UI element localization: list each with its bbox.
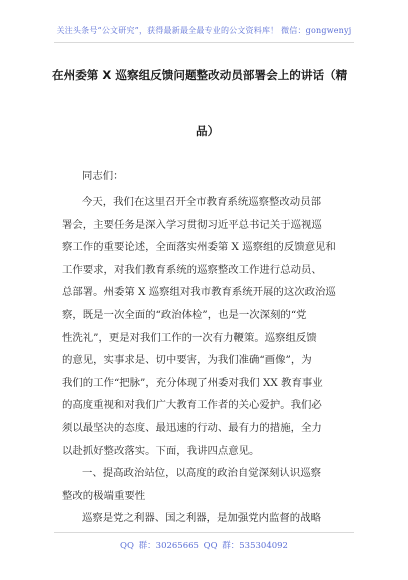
body-line: 察，既是一次全面的“政治体检”，也是一次深刻的“党 [62, 308, 307, 321]
footer-note: QQ 群：30265665 QQ 群：535304092 [120, 541, 288, 551]
body-text [62, 191, 352, 530]
body-line: 巡察是党之利器、国之利器，是加强党内监督的战略 [82, 512, 321, 525]
body-line: 性洗礼”，更是对我们工作的一次有力鞭策。巡察组反馈 [62, 331, 317, 344]
body-line: 以赴抓好整改落实。下面，我讲四点意见。 [62, 444, 260, 457]
footer-divider [54, 532, 354, 533]
section-heading-line: 一、提高政治站位，以高度的政治自觉深刻认识巡察 [82, 467, 321, 480]
header-divider [54, 42, 354, 43]
header-note: 关注头条号“公文研究”，获得最新最全最专业的公文资料库！ 微信：gongwenyj [56, 26, 352, 35]
document-title: 在州委第 X 巡察组反馈问题整改动员部署会上的讲话（精 [52, 68, 348, 82]
body-line: 今天，我们在这里召开全市教育系统巡察整改动员部 [82, 196, 321, 208]
body-line: 总部署。州委第 X 巡察组对我市教育系统开展的这次政治巡 [62, 286, 336, 299]
salutation: 同志们： [82, 170, 124, 182]
body-line: 的高度重视和对我们广大教育工作者的关心爱护。我们必 [62, 399, 322, 412]
body-line: 我们的工作“把脉”，充分体现了州委对我们 XX 教育事业 [62, 376, 323, 389]
body-line: 察工作的重要论述，全面落实州委第 X 巡察组的反馈意见和 [62, 241, 336, 254]
body-line: 的意见，实事求是、切中要害，为我们准确“画像”，为 [62, 354, 312, 367]
section-heading-line: 整改的极端重要性 [62, 489, 146, 502]
body-line: 署会，主要任务是深入学习贯彻习近平总书记关于巡视巡 [62, 218, 322, 231]
body-line: 须以最坚决的态度、最迅速的行动、最有力的措施，全力 [62, 421, 322, 434]
body-line: 工作要求，对我们教育系统的巡察整改工作进行总动员、 [62, 263, 322, 276]
document-title-continued: 品） [196, 124, 220, 138]
